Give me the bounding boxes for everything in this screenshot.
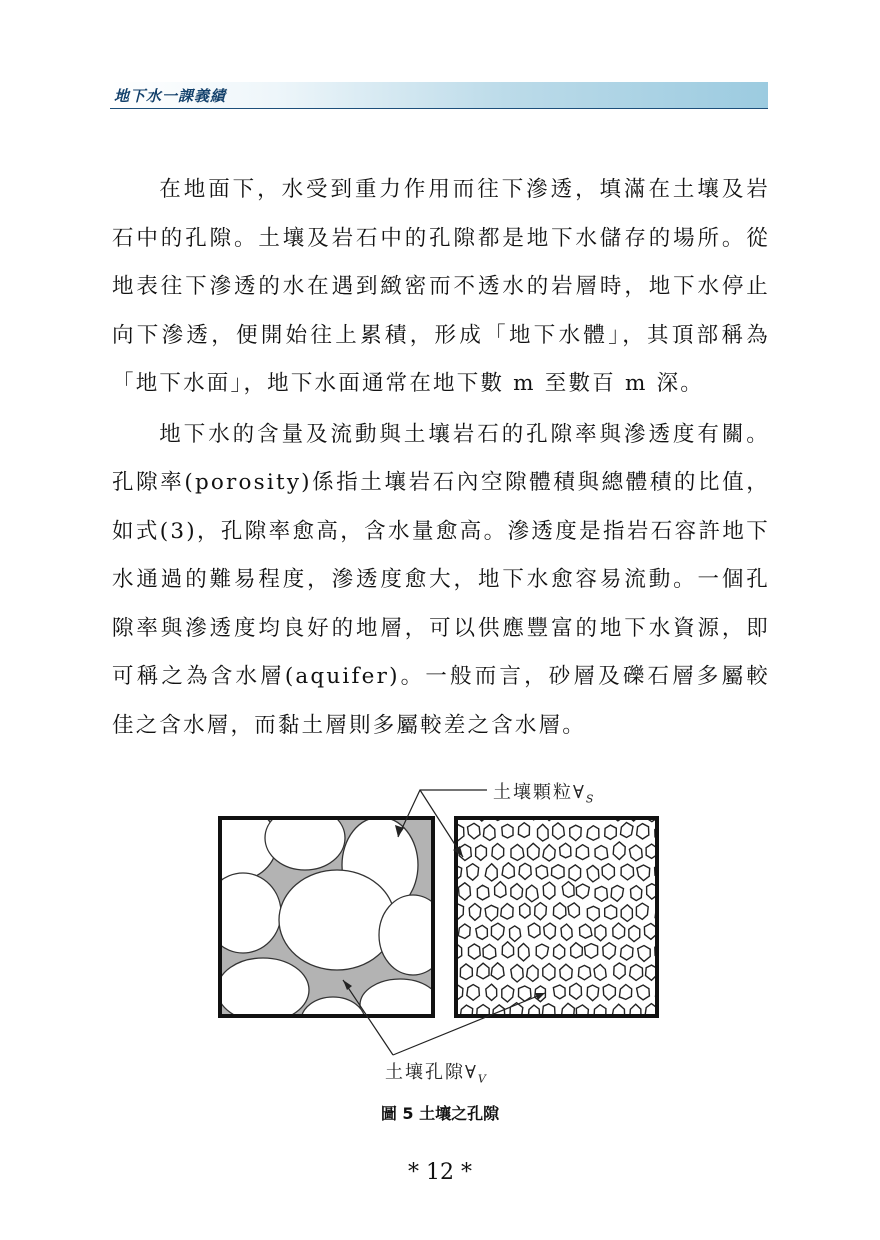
- fine-grain: [543, 882, 555, 899]
- fine-grain: [568, 903, 579, 918]
- fine-grain: [442, 804, 454, 820]
- soil-diagram: [215, 775, 665, 1095]
- fine-grain: [443, 846, 454, 861]
- fine-grain: [631, 886, 642, 901]
- fine-grain: [441, 926, 452, 940]
- coarse-soil-panel: [215, 805, 447, 1045]
- fine-grain: [637, 824, 649, 839]
- label-soil-particles: [493, 778, 595, 806]
- fine-grain: [595, 886, 607, 901]
- fine-grain: [520, 903, 531, 918]
- fine-grain: [578, 965, 590, 979]
- fine-grain: [441, 965, 452, 981]
- fine-grain: [594, 804, 606, 818]
- label-soil-particles-text: 土壤顆粒∀: [493, 782, 586, 803]
- body-text: [112, 166, 770, 752]
- fine-grain: [469, 944, 481, 959]
- fine-grain: [476, 925, 488, 939]
- label-soil-voids: [385, 1058, 488, 1086]
- running-header: [110, 82, 768, 109]
- fine-grain: [576, 1005, 588, 1021]
- fine-grain: [536, 865, 548, 879]
- fine-grain: [621, 945, 634, 960]
- fine-soil-panel: [441, 803, 665, 1022]
- fine-grain: [441, 885, 453, 900]
- fine-grain: [629, 926, 640, 942]
- fine-grain: [502, 824, 513, 838]
- fine-grain: [528, 923, 540, 938]
- fine-grain: [569, 865, 581, 881]
- header-title: 地下水一課義績: [114, 87, 227, 105]
- fine-grain: [553, 985, 565, 999]
- fine-grain: [442, 1004, 454, 1020]
- fine-grain: [587, 906, 599, 921]
- paragraph-2: 地下水的含量及流動與土壤岩石的孔隙率與滲透度有關。孔隙率(porosity)係指土壤岩石內空隙體積與總體積的比值，如式(3)，孔隙率愈高，含水量愈高。滲透度是指岩石容許地下水通過的難易程度，滲透度愈大，地下水愈容易流動。一個孔隙率與滲透度均良好的地層，可以供應豐富的地下水資源，即可稱之為含水層(aquifer)。一般而言，砂層及礫石層多屬較佳之含水層，而黏土層則多屬較差之含水層。: [112, 421, 770, 738]
- paragraph-1: 在地面下，水受到重力作用而往下滲透，填滿在土壤及岩石中的孔隙。土壤及岩石中的孔隙都是地下水儲存的場所。從地表往下滲透的水在遇到緻密而不透水的岩層時，地下水停止向下滲透，便開始往上累積，形成「地下水體」，其頂部稱為「地下水面」，地下水面通常在地下數 m 至數百 m 深。: [112, 177, 770, 396]
- fine-grain: [585, 944, 598, 959]
- fine-grain: [605, 905, 617, 919]
- fine-grain: [605, 825, 617, 839]
- label-soil-particles-subscript: S: [585, 792, 596, 806]
- label-soil-voids-text: 土壤孔隙∀: [385, 1062, 478, 1083]
- fine-grain: [595, 846, 608, 860]
- soil-pore-figure: [215, 775, 665, 1095]
- fine-grain: [552, 865, 565, 879]
- page-number: * 12 *: [408, 1160, 472, 1185]
- fine-grain: [477, 885, 489, 900]
- label-soil-voids-subscript: V: [477, 1072, 488, 1086]
- fine-grain: [554, 944, 565, 959]
- figure-caption: 圖 5 土壤之孔隙: [380, 1104, 500, 1123]
- fine-grain: [576, 845, 589, 860]
